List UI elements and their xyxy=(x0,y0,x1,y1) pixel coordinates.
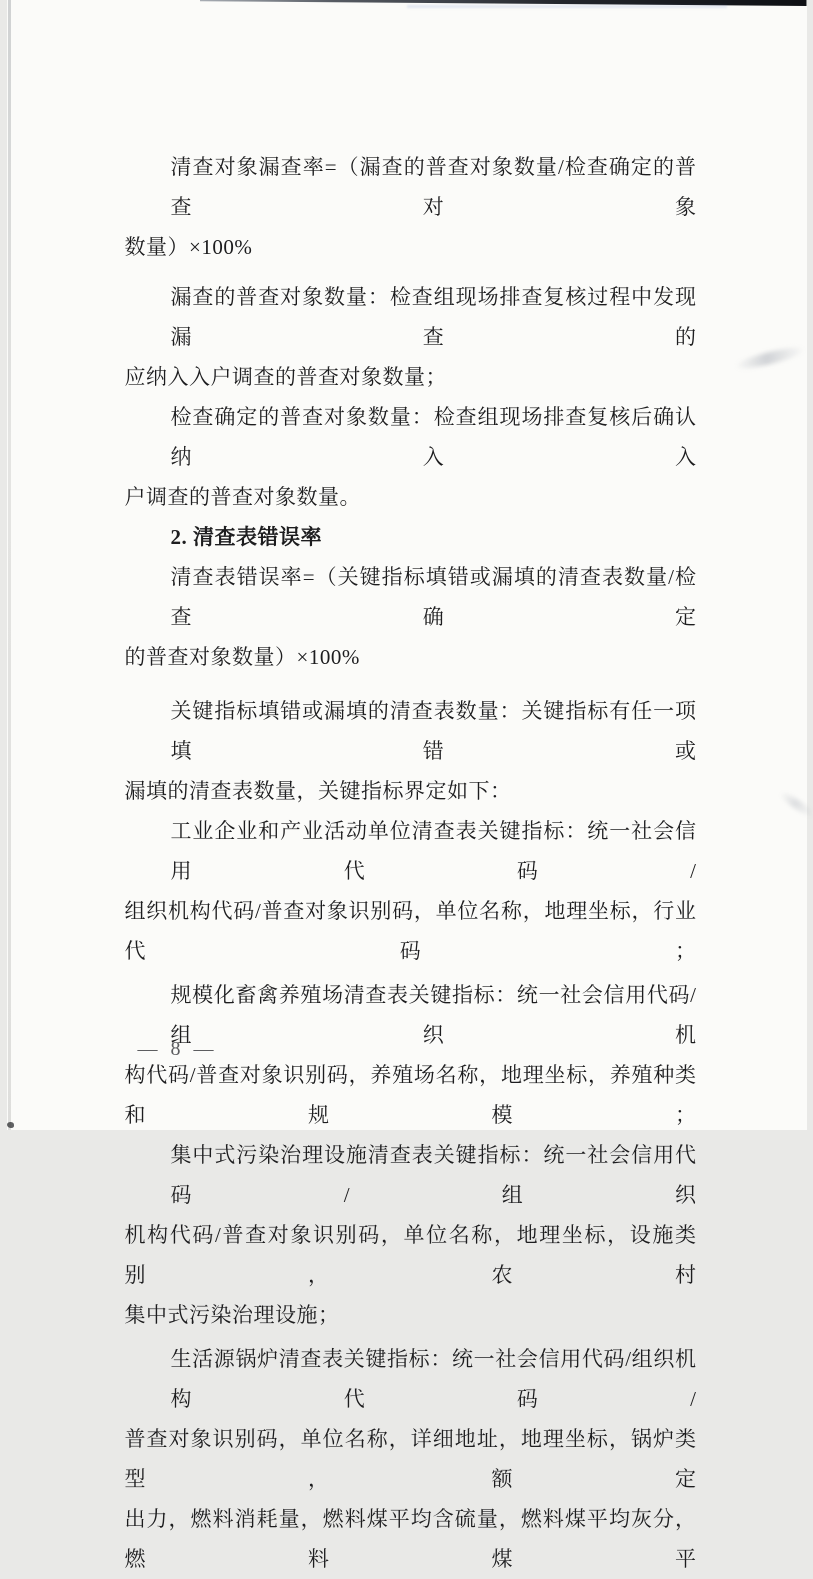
scan-edge-left xyxy=(8,0,11,1130)
scan-smudge xyxy=(734,344,805,373)
page-number: — 8 — xyxy=(137,1038,218,1060)
text-line: 生活源锅炉清查表关键指标：统一社会信用代码/组织机构代码/ xyxy=(170,1347,697,1411)
text-line: 关键指标填错或漏填的清查表数量：关键指标有任一项填错或 xyxy=(170,699,697,763)
text-line: 的普查对象数量）×100% xyxy=(124,645,360,669)
text-line: 检查确定的普查对象数量：检查组现场排查复核后确认纳入入 xyxy=(170,405,697,469)
text-line: 规模化畜禽养殖场清查表关键指标：统一社会信用代码/组织机 xyxy=(170,983,697,1047)
text-line: 清查表错误率=（关键指标填错或漏填的清查表数量/检查确定 xyxy=(170,565,697,629)
scan-smudge xyxy=(778,789,813,819)
scan-edge-top-glow xyxy=(407,5,727,8)
scanned-document-page xyxy=(7,0,807,1571)
text-line: 漏查的普查对象数量：检查组现场排查复核过程中发现漏查的 xyxy=(170,285,697,349)
text-line: 应纳入入户调查的普查对象数量； xyxy=(124,365,447,389)
text-line: 清查对象漏查率=（漏查的普查对象数量/检查确定的普查对象 xyxy=(170,155,697,219)
text-line: 集中式污染治理设施； xyxy=(124,1303,340,1327)
text-line: 漏填的清查表数量，关键指标界定如下： xyxy=(124,779,512,803)
section-heading: 2. 清查表错误率 xyxy=(170,525,322,549)
text-line: 构代码/普查对象识别码，养殖场名称，地理坐标，养殖种类和规模； xyxy=(124,1063,697,1127)
text-line: 数量）×100% xyxy=(124,235,253,259)
document-body xyxy=(125,147,697,1579)
text-line: 组织机构代码/普查对象识别码，单位名称，地理坐标，行业代码； xyxy=(124,899,697,963)
text-line: 集中式污染治理设施清查表关键指标：统一社会信用代码/组织 xyxy=(170,1143,697,1207)
text-line: 出力，燃料消耗量，燃料煤平均含硫量，燃料煤平均灰分，燃料煤平 xyxy=(124,1507,697,1571)
scan-speck xyxy=(7,1122,14,1128)
text-line: 户调查的普查对象数量。 xyxy=(124,485,361,509)
text-line: 机构代码/普查对象识别码，单位名称，地理坐标，设施类别，农村 xyxy=(124,1223,697,1287)
text-line: 工业企业和产业活动单位清查表关键指标：统一社会信用代码/ xyxy=(170,819,697,883)
text-line: 普查对象识别码，单位名称，详细地址，地理坐标，锅炉类型，额定 xyxy=(124,1427,697,1491)
